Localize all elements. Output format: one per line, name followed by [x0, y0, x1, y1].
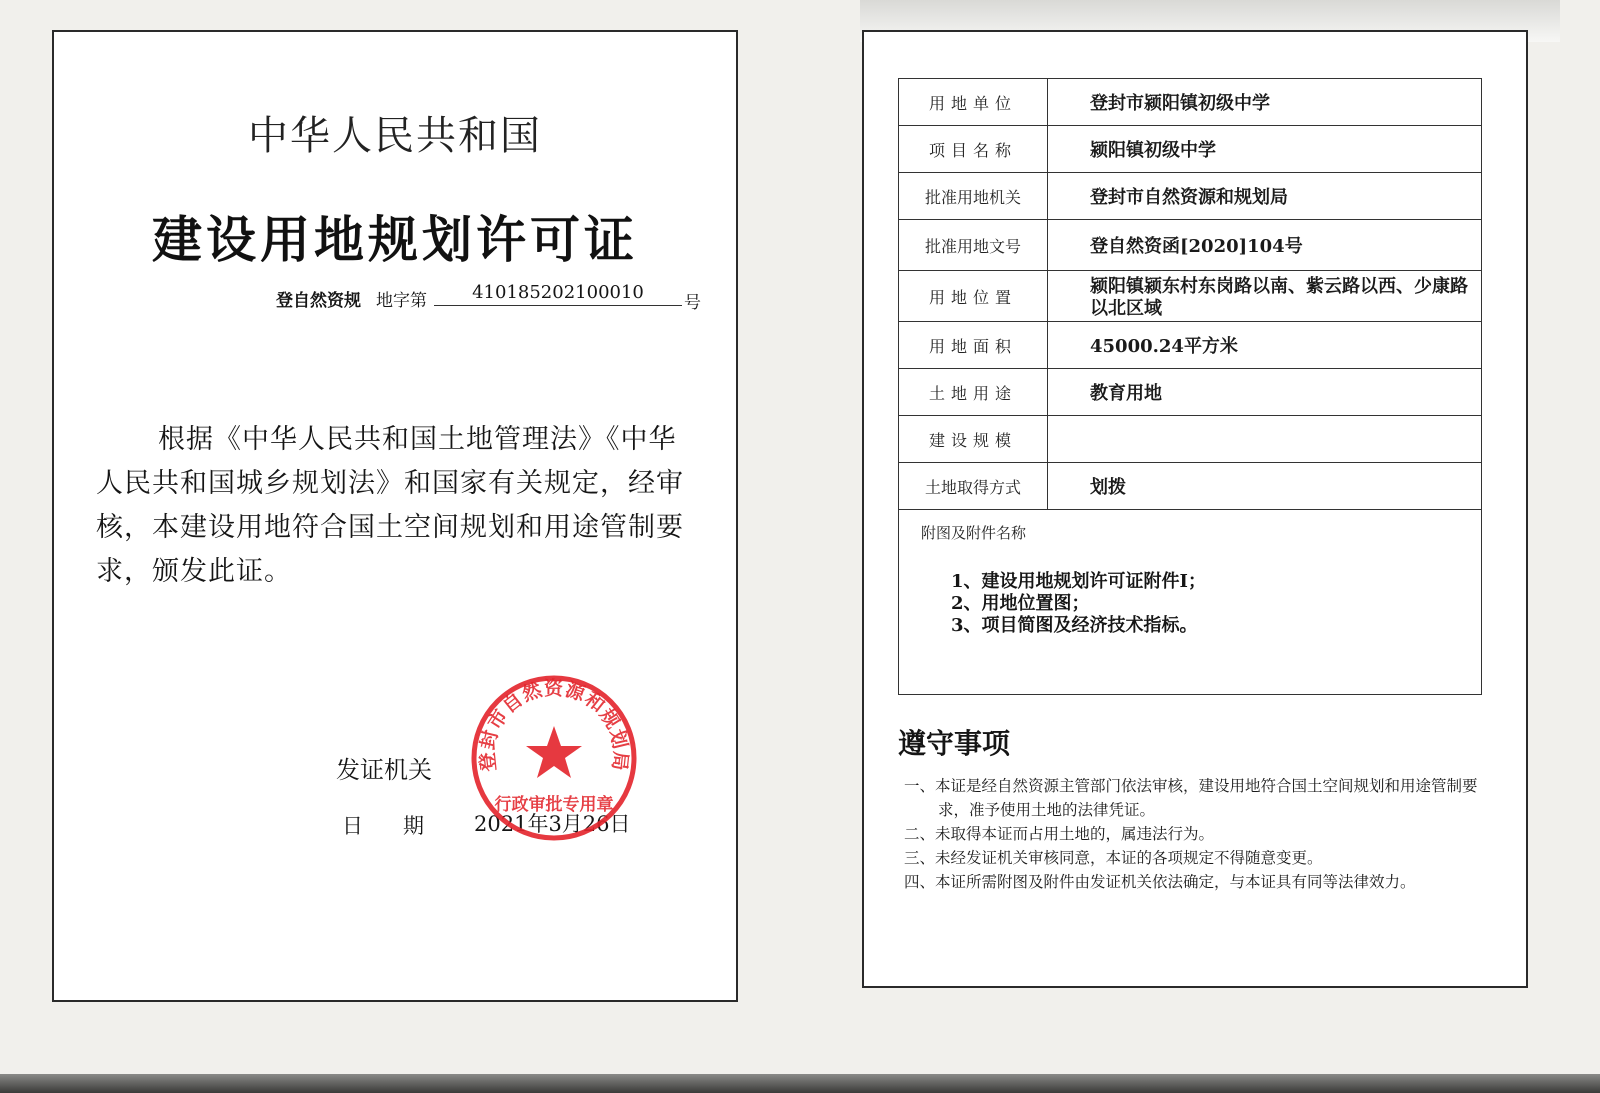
- cert-number-middle: 地字第: [376, 291, 427, 311]
- land-info-table: [898, 78, 1482, 695]
- attachments-label: 附图及附件名称: [921, 524, 1027, 542]
- info-row: [899, 463, 1482, 510]
- cert-number-prefix: 登自然资规: [276, 291, 361, 311]
- official-seal: [470, 674, 638, 842]
- info-row-label: 批准用地机关: [899, 173, 1048, 220]
- rules-list: [904, 774, 1484, 894]
- info-row: [899, 173, 1482, 220]
- info-row-value: 划拨: [1048, 463, 1482, 510]
- certificate-detail-page: [862, 30, 1528, 988]
- info-row-value: 教育用地: [1048, 369, 1482, 416]
- rule-item: 二、未取得本证而占用土地的，属违法行为。: [904, 825, 1215, 843]
- info-row: [899, 220, 1482, 271]
- info-row-label: 土地取得方式: [899, 463, 1048, 510]
- info-row-value: 登封市颍阳镇初级中学: [1048, 79, 1482, 126]
- info-row-value: 颍阳镇初级中学: [1048, 126, 1482, 173]
- scan-bottom-edge: [0, 1074, 1600, 1093]
- attachment-item: 3、项目简图及经济技术指标。: [951, 615, 1198, 636]
- info-row-label: 用地位置: [899, 271, 1048, 322]
- certificate-title: 建设用地规划许可证: [152, 211, 638, 269]
- info-row-label: 建设规模: [899, 416, 1048, 463]
- info-row: [899, 271, 1482, 322]
- seal-bottom-text: 行政审批专用章: [494, 795, 614, 815]
- cert-number-suffix: 号: [684, 293, 701, 313]
- info-row-label: 项目名称: [899, 126, 1048, 173]
- info-row: [899, 416, 1482, 463]
- info-row-label: 用地面积: [899, 322, 1048, 369]
- rule-item: 四、本证所需附图及附件由发证机关依法确定，与本证具有同等法律效力。: [904, 873, 1416, 891]
- seal-top-text: 登封市自然资源和规划局: [476, 677, 632, 773]
- info-row-label: 用地单位: [899, 79, 1048, 126]
- info-row-value: 登封市自然资源和规划局: [1048, 173, 1482, 220]
- country-name: 中华人民共和国: [248, 113, 542, 159]
- info-row: [899, 369, 1482, 416]
- info-row: [899, 79, 1482, 126]
- info-row-value: 登自然资函[2020]104号: [1048, 220, 1482, 271]
- cert-number-value: 410185202100010: [434, 282, 682, 306]
- issuer-label: 发证机关: [336, 756, 432, 784]
- certificate-front-page: [52, 30, 738, 1002]
- info-row-label: 批准用地文号: [899, 220, 1048, 271]
- certificate-body-text: 根据《中华人民共和国土地管理法》《中华人民共和国城乡规划法》和国家有关规定，经审核，本建设用地符合国土空间规划和用途管制要求，颁发此证。: [96, 424, 684, 587]
- rule-item: 一、本证是经自然资源主管部门依法审核，建设用地符合国土空间规划和用途管制要求，准予使用土地的法律凭证。: [904, 777, 1478, 819]
- info-row-value: 颍阳镇颍东村东岗路以南、紫云路以西、少康路以北区域: [1048, 271, 1482, 322]
- issue-date: 2021年3月26日: [474, 812, 631, 836]
- info-row-value: [1048, 416, 1482, 463]
- attachment-item: 2、用地位置图；: [951, 593, 1090, 614]
- info-row: [899, 322, 1482, 369]
- rules-title: 遵守事项: [898, 727, 1011, 760]
- attachment-item: 1、建设用地规划许可证附件I；: [951, 571, 1206, 592]
- attachments-cell: [899, 510, 1482, 695]
- date-label: 日期: [342, 814, 464, 838]
- attachments-list: [951, 571, 1481, 637]
- rule-item: 三、未经发证机关审核同意，本证的各项规定不得随意变更。: [904, 849, 1323, 867]
- info-row-label: 土地用途: [899, 369, 1048, 416]
- info-row: [899, 126, 1482, 173]
- info-row-value: 45000.24平方米: [1048, 322, 1482, 369]
